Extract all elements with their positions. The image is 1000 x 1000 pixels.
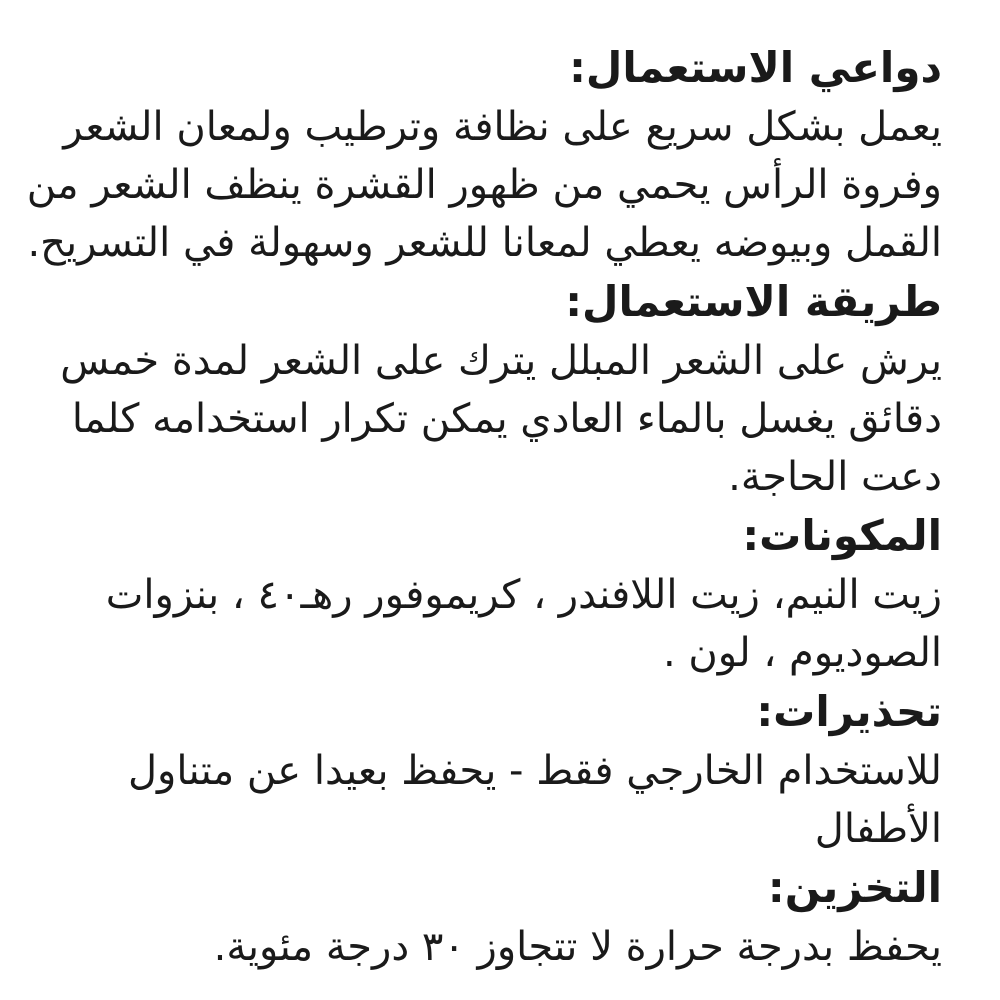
text-line: القمل وبيوضه يعطي لمعانا للشعر وسهولة في التسريح. bbox=[27, 220, 942, 266]
section-body bbox=[55, 566, 942, 682]
section-indications bbox=[26, 38, 942, 272]
section-storage bbox=[55, 858, 942, 976]
text-line: يرش على الشعر المبلل يترك على الشعر لمدة خمس bbox=[60, 338, 942, 384]
text-line: يحفظ بدرجة حرارة لا تتجاوز ٣٠ درجة مئوية. bbox=[213, 924, 942, 970]
section-directions bbox=[55, 272, 942, 506]
section-heading: طريقة الاستعمال: bbox=[565, 277, 942, 326]
text-line: الأطفال bbox=[814, 806, 942, 852]
section-ingredients bbox=[55, 506, 942, 682]
section-heading: التخزين: bbox=[767, 863, 942, 912]
section-body bbox=[55, 742, 942, 858]
section-body bbox=[55, 918, 942, 976]
section-heading: المكونات: bbox=[742, 511, 942, 560]
text-line: وفروة الرأس يحمي من ظهور القشرة ينظف الشعر من bbox=[26, 162, 942, 208]
text-line: دعت الحاجة. bbox=[728, 454, 942, 500]
section-heading: دواعي الاستعمال: bbox=[569, 43, 942, 92]
text-line: يعمل بشكل سريع على نظافة وترطيب ولمعان الشعر bbox=[63, 104, 942, 150]
section-body bbox=[55, 332, 942, 506]
text-line: دقائق يغسل بالماء العادي يمكن تكرار استخدامه كلما bbox=[71, 396, 942, 442]
text-line: زيت النيم، زيت اللافندر ، كريموفور رهـ٤٠ ، بنزوات bbox=[105, 572, 942, 618]
text-line: للاستخدام الخارجي فقط - يحفظ بعيدا عن متناول bbox=[127, 748, 942, 794]
section-heading: تحذيرات: bbox=[756, 687, 942, 736]
text-line: الصوديوم ، لون . bbox=[662, 630, 942, 676]
section-body bbox=[26, 98, 942, 272]
section-warnings bbox=[55, 682, 942, 858]
